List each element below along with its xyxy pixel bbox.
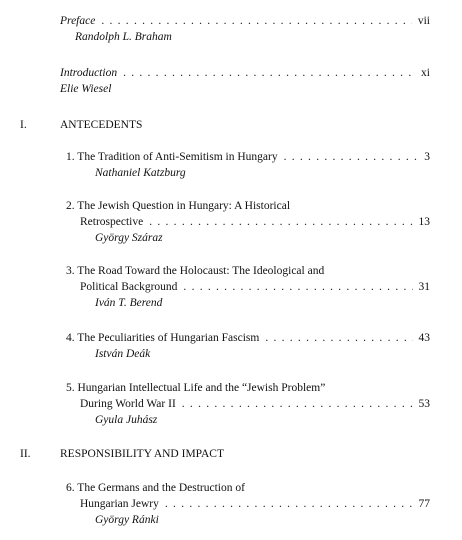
toc-entry-chapter-4[interactable]: [66, 331, 430, 345]
page-number: xi: [421, 67, 430, 79]
entry-author: Elie Wiesel: [60, 83, 112, 95]
entry-title-cont: Hungarian Jewry: [80, 498, 159, 510]
toc-entry-chapter-5[interactable]: [80, 397, 430, 411]
entry-title-cont: During World War II: [80, 398, 176, 410]
dot-leader: [284, 150, 419, 164]
entry-title-cont: Retrospective: [80, 216, 144, 228]
entry-author: Randolph L. Braham: [75, 31, 172, 43]
dot-leader: [101, 14, 412, 28]
entry-author: Iván T. Berend: [95, 297, 163, 309]
part-numeral: I.: [20, 119, 27, 131]
toc-entry-preface[interactable]: [60, 14, 430, 28]
entry-title: Preface: [60, 15, 96, 27]
entry-title: 4. The Peculiarities of Hungarian Fascism: [66, 332, 260, 344]
toc-entry-chapter-3[interactable]: [80, 280, 430, 294]
toc-entry-chapter-2-title[interactable]: 2. The Jewish Question in Hungary: A Historical: [66, 200, 291, 212]
dot-leader: [149, 215, 412, 229]
dot-leader: [265, 331, 412, 345]
entry-author: György Ránki: [95, 514, 159, 526]
dot-leader: [182, 397, 413, 411]
entry-author: Gyula Juhász: [95, 414, 158, 426]
page-number: 53: [418, 398, 430, 410]
page-number: vii: [417, 15, 430, 27]
entry-title: 1. The Tradition of Anti-Semitism in Hungary: [66, 151, 278, 163]
dot-leader: [183, 280, 412, 294]
page-number: 77: [418, 498, 430, 510]
part-title: RESPONSIBILITY AND IMPACT: [60, 448, 225, 460]
toc-entry-chapter-3-title[interactable]: 3. The Road Toward the Holocaust: The Ideological and: [66, 265, 325, 277]
part-numeral: II.: [20, 448, 31, 460]
part-title: ANTECEDENTS: [60, 119, 143, 131]
toc-entry-chapter-6[interactable]: [80, 497, 430, 511]
toc-entry-chapter-1[interactable]: [66, 150, 430, 164]
toc-entry-introduction[interactable]: [60, 66, 430, 80]
dot-leader: [165, 497, 413, 511]
entry-author: György Száraz: [95, 232, 163, 244]
page-number: 3: [424, 151, 430, 163]
toc-entry-chapter-6-title[interactable]: 6. The Germans and the Destruction of: [66, 482, 245, 494]
entry-title: Introduction: [60, 67, 118, 79]
entry-title-cont: Political Background: [80, 281, 178, 293]
page-number: 43: [418, 332, 430, 344]
toc-entry-chapter-2[interactable]: [80, 215, 430, 229]
page-number: 13: [418, 216, 430, 228]
entry-author: István Deák: [95, 348, 151, 360]
toc-entry-chapter-5-title[interactable]: 5. Hungarian Intellectual Life and the “Jewish Problem”: [66, 382, 326, 394]
page-number: 31: [418, 281, 430, 293]
dot-leader: [123, 66, 415, 80]
entry-author: Nathaniel Katzburg: [95, 167, 186, 179]
